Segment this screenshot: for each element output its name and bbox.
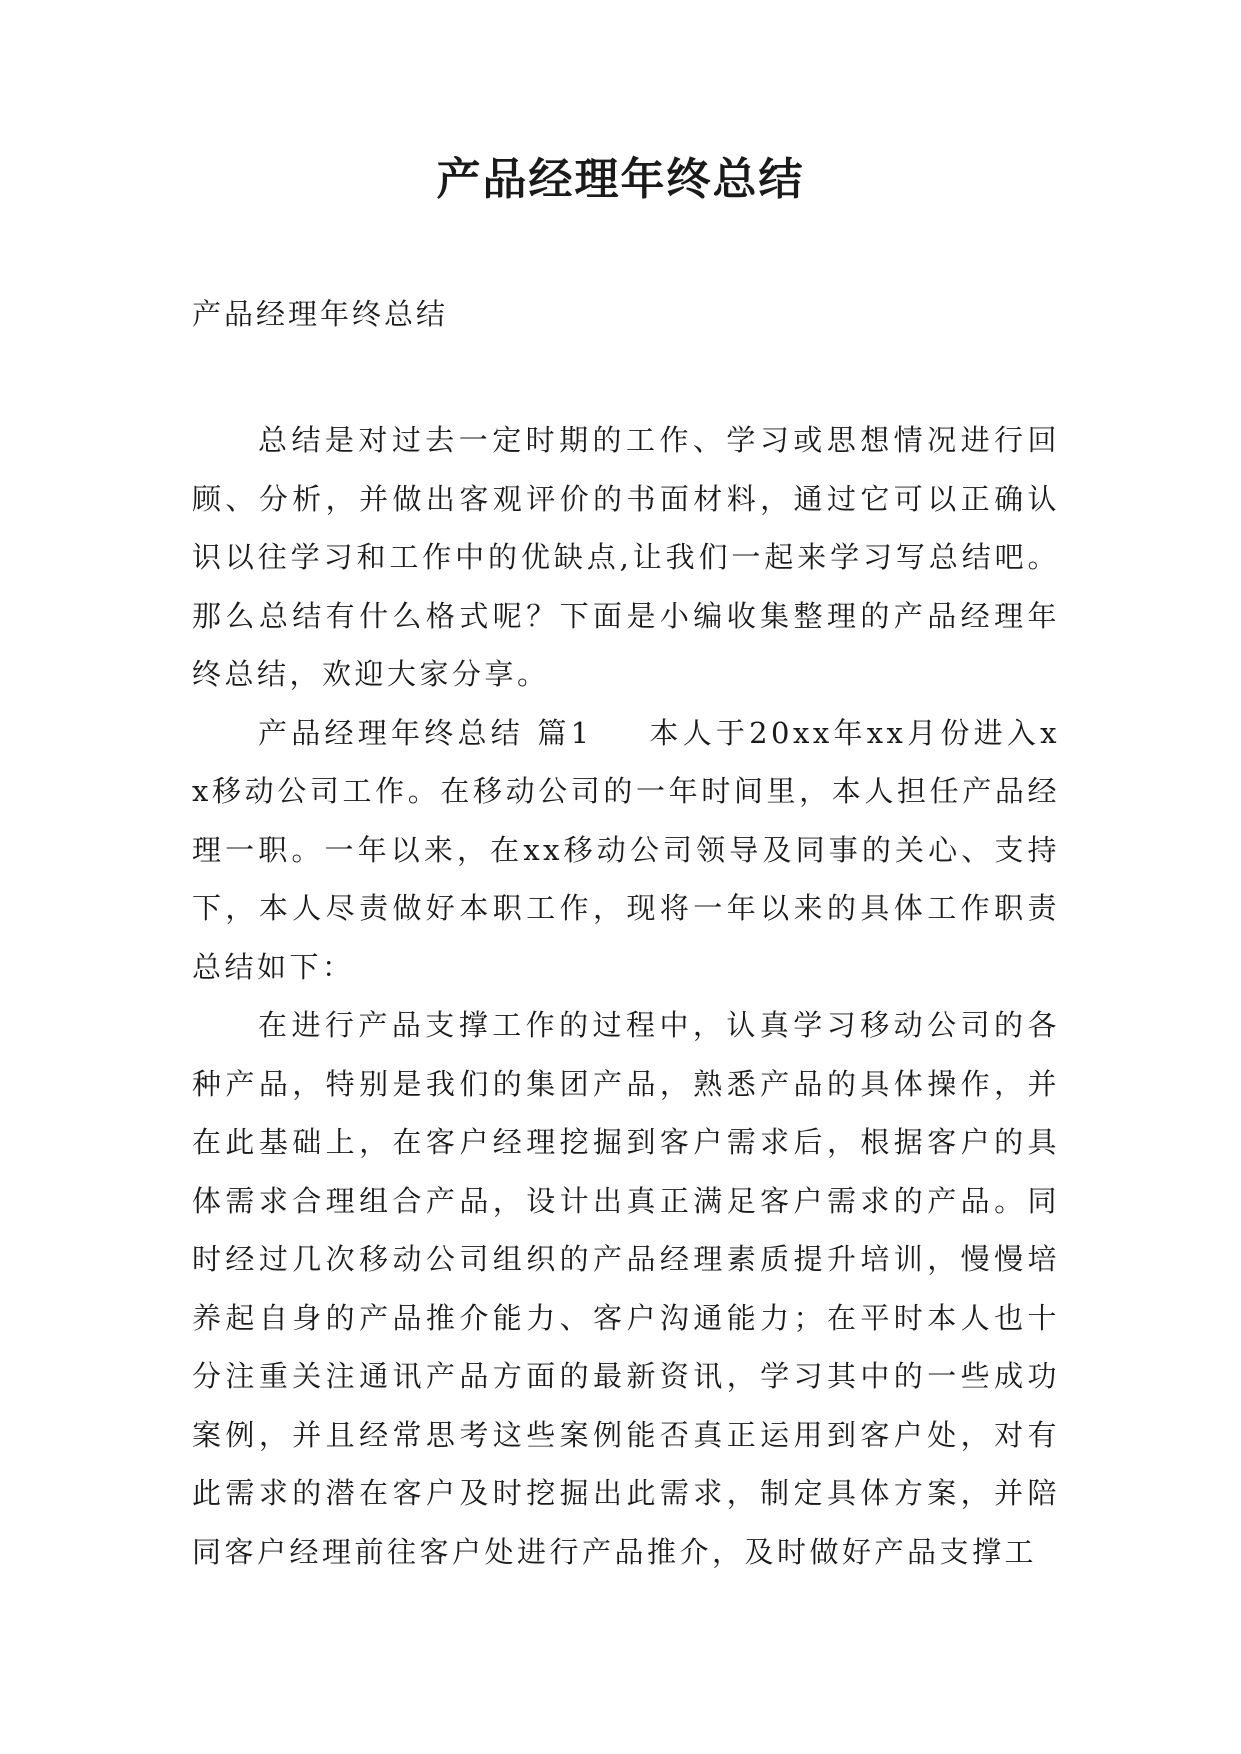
section-1-paragraph	[192, 704, 1060, 997]
section-1-heading: 产品经理年终总结 篇1	[258, 715, 593, 750]
section-1-text: 本人于20xx年xx月份进入xx移动公司工作。在移动公司的一年时间里，本人担任产品经理一职。一年以来，在xx移动公司领导及同事的关心、支持下，本人尽责做好本职工作，现将一年以来的具体工作职责总结如下：	[192, 715, 1060, 984]
document-body	[192, 411, 1060, 1581]
document-title: 产品经理年终总结	[436, 154, 805, 205]
work-paragraph: 在进行产品支撑工作的过程中，认真学习移动公司的各种产品，特别是我们的集团产品，熟悉产品的具体操作，并在此基础上，在客户经理挖掘到客户需求后，根据客户的具体需求合理组合产品，设计出真正满足客户需求的产品。同时经过几次移动公司组织的产品经理素质提升培训，慢慢培养起自身的产品推介能力、客户沟通能力；在平时本人也十分注重关注通讯产品方面的最新资讯，学习其中的一些成功案例，并且经常思考这些案例能否真正运用到客户处，对有此需求的潜在客户及时挖掘出此需求，制定具体方案，并陪同客户经理前往客户处进行产品推介，及时做好产品支撑工	[192, 1008, 1060, 1569]
intro-paragraph: 总结是对过去一定时期的工作、学习或思想情况进行回顾、分析，并做出客观评价的书面材料，通过它可以正确认识以往学习和工作中的优缺点,让我们一起来学习写总结吧。那么总结有什么格式呢？下面是小编收集整理的产品经理年终总结，欢迎大家分享。	[192, 423, 1060, 691]
document-subtitle: 产品经理年终总结	[192, 297, 449, 331]
